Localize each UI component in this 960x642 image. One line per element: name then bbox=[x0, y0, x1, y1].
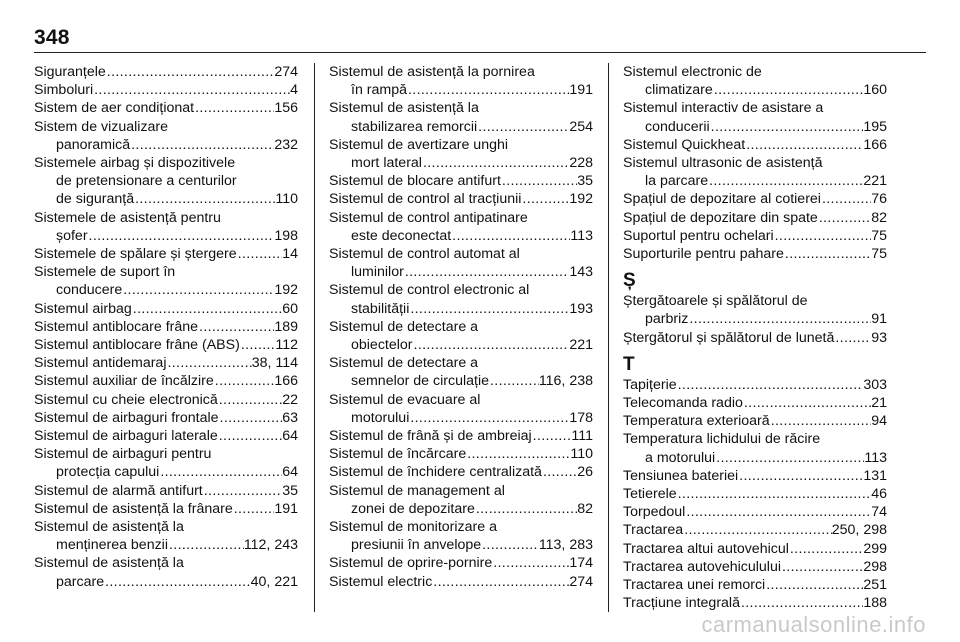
leader-dots bbox=[409, 409, 569, 427]
leader-dots bbox=[789, 540, 863, 558]
entry-text: Sistemele de asistență pentru bbox=[34, 209, 221, 226]
leader-dots bbox=[203, 482, 282, 500]
leader-dots bbox=[409, 300, 569, 318]
entry-text: Sistemul de avertizare unghi bbox=[329, 136, 509, 153]
page-reference: 82 bbox=[577, 500, 593, 517]
leader-dots bbox=[233, 500, 275, 518]
entry-text: Ștergătoarele și spălătorul de bbox=[623, 293, 808, 310]
entry-text: Tractarea unei remorci bbox=[623, 577, 766, 594]
leader-dots bbox=[481, 536, 539, 554]
index-entry bbox=[34, 518, 298, 554]
entry-text: Torpedoul bbox=[623, 504, 686, 521]
index-entry bbox=[34, 118, 298, 154]
page-reference: 198 bbox=[274, 227, 298, 244]
leader-dots bbox=[218, 391, 282, 409]
leader-dots bbox=[104, 573, 251, 591]
page-reference: 110 bbox=[275, 191, 298, 208]
leader-dots bbox=[713, 81, 864, 99]
entry-text: Sistemul de detectare a bbox=[329, 318, 479, 335]
leader-dots bbox=[166, 354, 251, 372]
leader-dots bbox=[834, 329, 871, 347]
entry-text: Tensiunea bateriei bbox=[623, 467, 739, 484]
page-reference: 303 bbox=[863, 376, 887, 393]
entry-text: Sistemul de control antipatinare bbox=[329, 209, 528, 226]
entry-text: Sistemul Quickheat bbox=[623, 136, 746, 153]
header-rule bbox=[34, 52, 926, 53]
leader-dots bbox=[677, 376, 864, 394]
index-entry bbox=[623, 576, 887, 594]
page-reference: 221 bbox=[569, 337, 593, 354]
leader-dots bbox=[219, 409, 283, 427]
page-reference: 274 bbox=[274, 64, 298, 80]
page-reference: 228 bbox=[569, 155, 593, 172]
index-entry bbox=[34, 336, 298, 354]
entry-text: presiunii în anvelope bbox=[351, 537, 482, 554]
page-reference: 35 bbox=[282, 482, 298, 499]
entry-text: menținerea benzii bbox=[56, 537, 168, 554]
page-reference: 195 bbox=[863, 118, 887, 135]
entry-text: a motorului bbox=[645, 449, 716, 466]
column-divider bbox=[608, 63, 609, 612]
index-entry bbox=[623, 558, 887, 576]
index-entry bbox=[34, 554, 298, 590]
page-reference: 160 bbox=[863, 82, 887, 99]
page-reference: 116, 238 bbox=[538, 373, 593, 390]
index-entry bbox=[623, 376, 887, 394]
leader-dots bbox=[685, 503, 871, 521]
index-entry bbox=[329, 391, 593, 427]
page-reference: 35 bbox=[577, 173, 593, 190]
entry-text: Temperatura exterioară bbox=[623, 413, 770, 430]
entry-text: Sistemul cu cheie electronică bbox=[34, 391, 218, 408]
page-reference: 192 bbox=[569, 191, 593, 208]
index-entry bbox=[329, 99, 593, 135]
leader-dots bbox=[738, 467, 863, 485]
leader-dots bbox=[708, 172, 863, 190]
entry-text: climatizare bbox=[645, 82, 713, 99]
index-entry bbox=[34, 318, 298, 336]
page-reference: 131 bbox=[863, 467, 887, 484]
page-reference: 113, 283 bbox=[538, 537, 593, 554]
entry-text: Sistemul electronic de bbox=[623, 64, 762, 80]
entry-text: conducere bbox=[56, 282, 123, 299]
leader-dots bbox=[745, 136, 863, 154]
page-reference: 38, 114 bbox=[251, 355, 298, 372]
page-reference: 143 bbox=[569, 264, 593, 281]
entry-text: Sistemul de control electronic al bbox=[329, 282, 530, 299]
entry-text: șofer bbox=[56, 227, 88, 244]
leader-dots bbox=[740, 594, 863, 612]
page-reference: 26 bbox=[577, 464, 593, 481]
entry-text: în rampă bbox=[351, 82, 407, 99]
page-reference: 74 bbox=[871, 504, 887, 521]
entry-text: Sistemul de închidere centralizată bbox=[329, 464, 542, 481]
entry-text: este deconectat bbox=[351, 227, 452, 244]
index-entry bbox=[34, 263, 298, 299]
leader-dots bbox=[784, 245, 871, 263]
index-entry bbox=[623, 540, 887, 558]
entry-text: de pretensionare a centurilor bbox=[56, 173, 237, 190]
entry-text: de siguranță bbox=[56, 191, 135, 208]
page-reference: 156 bbox=[274, 100, 298, 117]
index-entry bbox=[329, 554, 593, 572]
entry-text: Sistemul de evacuare al bbox=[329, 391, 481, 408]
entry-text: Sistemul de management al bbox=[329, 482, 505, 499]
leader-dots bbox=[413, 336, 570, 354]
page-reference: 4 bbox=[290, 82, 298, 99]
entry-text: Sistemul de blocare antifurt bbox=[329, 173, 501, 190]
entry-text: Sistemul de monitorizare a bbox=[329, 519, 497, 536]
page-reference: 189 bbox=[274, 318, 298, 335]
index-entry bbox=[329, 281, 593, 317]
page-reference: 166 bbox=[274, 373, 298, 390]
index-entry bbox=[329, 463, 593, 481]
index-entry bbox=[623, 503, 887, 521]
leader-dots bbox=[770, 412, 872, 430]
entry-text: Sistemul de oprire-pornire bbox=[329, 555, 493, 572]
page-reference: 191 bbox=[569, 82, 593, 99]
index-entry bbox=[623, 329, 887, 347]
entry-text: Suporturile pentru pahare bbox=[623, 246, 784, 263]
page-reference: 191 bbox=[274, 500, 298, 517]
entry-text: Spațiul de depozitare al cotierei bbox=[623, 191, 821, 208]
leader-dots bbox=[818, 209, 871, 227]
entry-text: Ștergătorul și spălătorul de lunetă bbox=[623, 329, 835, 346]
entry-text: Sistemul de control automat al bbox=[329, 246, 520, 263]
leader-dots bbox=[88, 227, 275, 245]
index-entry bbox=[623, 99, 887, 135]
leader-dots bbox=[106, 63, 275, 81]
entry-text: Sistemul de asistență la pornirea bbox=[329, 64, 535, 80]
entry-text: motorului bbox=[351, 409, 410, 426]
entry-text: Sistemul electric bbox=[329, 573, 433, 590]
leader-dots bbox=[677, 485, 872, 503]
index-entry bbox=[34, 445, 298, 481]
page-reference: 113 bbox=[570, 227, 593, 244]
index-entry bbox=[329, 518, 593, 554]
index-entry bbox=[329, 573, 593, 591]
index-entry bbox=[623, 136, 887, 154]
entry-text: parcare bbox=[56, 573, 105, 590]
page-reference: 75 bbox=[871, 246, 887, 263]
entry-text: protecția capului bbox=[56, 464, 160, 481]
page-reference: 251 bbox=[863, 577, 887, 594]
index-entry bbox=[623, 521, 887, 539]
entry-text: obiectelor bbox=[351, 337, 413, 354]
page-reference: 166 bbox=[863, 136, 887, 153]
leader-dots bbox=[168, 536, 244, 554]
index-entry bbox=[34, 300, 298, 318]
entry-text: Tractarea bbox=[623, 522, 684, 539]
entry-text: Sistemele de spălare și ștergere bbox=[34, 246, 237, 263]
page-reference: 298 bbox=[863, 558, 887, 575]
leader-dots bbox=[743, 394, 871, 412]
leader-dots bbox=[710, 118, 864, 136]
leader-dots bbox=[214, 372, 275, 390]
column-divider bbox=[314, 63, 315, 612]
leader-dots bbox=[237, 245, 283, 263]
page-reference: 91 bbox=[871, 311, 887, 328]
entry-text: luminilor bbox=[351, 264, 404, 281]
page-reference: 60 bbox=[282, 300, 298, 317]
entry-text: la parcare bbox=[645, 173, 709, 190]
leader-dots bbox=[774, 227, 872, 245]
entry-text: Tetierele bbox=[623, 486, 677, 503]
leader-dots bbox=[159, 463, 282, 481]
index-entry bbox=[623, 245, 887, 263]
index-entry bbox=[329, 445, 593, 463]
page-reference: 232 bbox=[274, 136, 298, 153]
leader-dots bbox=[475, 500, 577, 518]
entry-text: Spațiul de depozitare din spate bbox=[623, 209, 818, 226]
index-entry bbox=[329, 354, 593, 390]
index-entry bbox=[623, 292, 887, 328]
entry-text: Tapițerie bbox=[623, 376, 677, 393]
index-letter-heading: Ș bbox=[623, 270, 636, 292]
index-entry bbox=[34, 245, 298, 263]
page-reference: 193 bbox=[569, 300, 593, 317]
index-entry bbox=[329, 190, 593, 208]
entry-text: semnelor de circulație bbox=[351, 373, 489, 390]
index-entry bbox=[329, 318, 593, 354]
entry-text: Sistem de vizualizare bbox=[34, 118, 169, 135]
entry-text: Sistemul de asistență la bbox=[34, 519, 184, 536]
index-entry bbox=[329, 209, 593, 245]
entry-text: Simboluri bbox=[34, 82, 94, 99]
watermark: carmanualsonline.info bbox=[701, 612, 926, 637]
page-reference: 22 bbox=[282, 391, 298, 408]
page-reference: 221 bbox=[863, 173, 887, 190]
leader-dots bbox=[122, 281, 274, 299]
leader-dots bbox=[451, 227, 570, 245]
page-reference: 178 bbox=[569, 409, 593, 426]
page-reference: 75 bbox=[871, 227, 887, 244]
leader-dots bbox=[489, 372, 539, 390]
leader-dots bbox=[198, 318, 274, 336]
entry-text: Sistemul airbag bbox=[34, 300, 132, 317]
entry-text: panoramică bbox=[56, 136, 131, 153]
entry-text: Sistemul de asistență la frânare bbox=[34, 500, 233, 517]
index-entry bbox=[329, 245, 593, 281]
entry-text: Sistemul de frână și de ambreiaj bbox=[329, 428, 532, 445]
entry-text: Tracțiune integrală bbox=[623, 595, 740, 612]
leader-dots bbox=[194, 99, 274, 117]
index-entry bbox=[623, 227, 887, 245]
page-reference: 63 bbox=[282, 409, 298, 426]
entry-text: Sistemul de control al tracțiunii bbox=[329, 191, 522, 208]
index-entry bbox=[329, 172, 593, 190]
index-entry bbox=[329, 63, 593, 99]
leader-dots bbox=[407, 81, 569, 99]
leader-dots bbox=[93, 81, 290, 99]
page-reference: 14 bbox=[282, 246, 298, 263]
leader-dots bbox=[521, 190, 569, 208]
index-letter-heading: T bbox=[623, 353, 635, 375]
page-reference: 64 bbox=[282, 464, 298, 481]
index-entry bbox=[34, 482, 298, 500]
page-reference: 250, 298 bbox=[831, 522, 887, 539]
page-reference: 174 bbox=[569, 555, 593, 572]
index-entry bbox=[34, 99, 298, 117]
index-column-2 bbox=[329, 63, 593, 591]
index-entry bbox=[623, 467, 887, 485]
leader-dots bbox=[132, 300, 282, 318]
index-entry bbox=[329, 427, 593, 445]
leader-dots bbox=[466, 445, 570, 463]
entry-text: Suportul pentru ochelari bbox=[623, 227, 774, 244]
entry-text: Sistemul auxiliar de încălzire bbox=[34, 373, 214, 390]
leader-dots bbox=[683, 521, 832, 539]
entry-text: Sistemele de suport în bbox=[34, 264, 176, 281]
leader-dots bbox=[492, 554, 569, 572]
page-reference: 82 bbox=[871, 209, 887, 226]
index-entry bbox=[34, 427, 298, 445]
entry-text: Tractarea autovehiculului bbox=[623, 558, 781, 575]
entry-text: stabilității bbox=[351, 300, 410, 317]
page-reference: 21 bbox=[871, 395, 887, 412]
leader-dots bbox=[501, 172, 577, 190]
index-entry bbox=[34, 500, 298, 518]
leader-dots bbox=[404, 263, 570, 281]
index-entry bbox=[34, 209, 298, 245]
entry-text: Sistemele airbag și dispozitivele bbox=[34, 155, 236, 172]
page-reference: 192 bbox=[274, 282, 298, 299]
index-entry bbox=[34, 409, 298, 427]
leader-dots bbox=[432, 573, 569, 591]
index-entry bbox=[623, 63, 887, 99]
index-entry bbox=[34, 63, 298, 81]
entry-text: Sistemul de detectare a bbox=[329, 355, 479, 372]
entry-text: Siguranțele bbox=[34, 64, 106, 80]
leader-dots bbox=[542, 463, 577, 481]
page-reference: 112 bbox=[275, 337, 298, 354]
page-reference: 46 bbox=[871, 486, 887, 503]
entry-text: Sistemul antiblocare frâne bbox=[34, 318, 199, 335]
entry-text: parbriz bbox=[645, 311, 689, 328]
page-reference: 113 bbox=[864, 449, 887, 466]
index-column-1 bbox=[34, 63, 298, 591]
leader-dots bbox=[532, 427, 572, 445]
entry-text: Telecomanda radio bbox=[623, 395, 743, 412]
page-reference: 111 bbox=[571, 428, 593, 445]
entry-text: Sistemul de încărcare bbox=[329, 446, 467, 463]
entry-text: Sistemul de airbaguri laterale bbox=[34, 428, 218, 445]
index-entry bbox=[34, 154, 298, 209]
page-reference: 94 bbox=[871, 413, 887, 430]
page-reference: 40, 221 bbox=[250, 573, 298, 590]
index-entry bbox=[34, 81, 298, 99]
leader-dots bbox=[422, 154, 569, 172]
entry-text: Sistemul de alarmă antifurt bbox=[34, 482, 203, 499]
entry-text: stabilizarea remorcii bbox=[351, 118, 478, 135]
leader-dots bbox=[477, 118, 569, 136]
index-entry bbox=[329, 482, 593, 518]
page-reference: 188 bbox=[863, 595, 887, 612]
entry-text: Sistemul antiblocare frâne (ABS) bbox=[34, 337, 240, 354]
index-entry bbox=[623, 190, 887, 208]
leader-dots bbox=[134, 190, 275, 208]
entry-text: mort lateral bbox=[351, 155, 422, 172]
entry-text: zonei de depozitare bbox=[351, 500, 475, 517]
entry-text: Sistemul antidemaraj bbox=[34, 355, 167, 372]
entry-text: Sistemul de asistență la bbox=[329, 100, 479, 117]
index-entry bbox=[623, 394, 887, 412]
entry-text: Temperatura lichidului de răcire bbox=[623, 431, 821, 448]
index-entry bbox=[34, 372, 298, 390]
index-entry bbox=[623, 412, 887, 430]
index-column-3 bbox=[623, 63, 887, 612]
index-entry bbox=[623, 594, 887, 612]
page-reference: 112, 243 bbox=[243, 537, 298, 554]
leader-dots bbox=[781, 558, 863, 576]
index-entry bbox=[329, 136, 593, 172]
index-entry bbox=[623, 209, 887, 227]
page-reference: 76 bbox=[871, 191, 887, 208]
page-reference: 254 bbox=[569, 118, 593, 135]
entry-text: Sistem de aer condiționat bbox=[34, 100, 195, 117]
entry-text: Sistemul de asistență la bbox=[34, 555, 184, 572]
index-entry bbox=[34, 354, 298, 372]
page-reference: 274 bbox=[569, 573, 593, 590]
entry-text: Sistemul ultrasonic de asistență bbox=[623, 155, 823, 172]
page-reference: 299 bbox=[863, 540, 887, 557]
entry-text: Tractarea altui autovehicul bbox=[623, 540, 789, 557]
entry-text: Sistemul de airbaguri frontale bbox=[34, 409, 219, 426]
page-reference: 64 bbox=[282, 428, 298, 445]
leader-dots bbox=[688, 310, 871, 328]
page-reference: 93 bbox=[871, 329, 887, 346]
leader-dots bbox=[765, 576, 863, 594]
leader-dots bbox=[218, 427, 282, 445]
entry-text: conducerii bbox=[645, 118, 710, 135]
index-entry bbox=[34, 391, 298, 409]
index-entry bbox=[623, 154, 887, 190]
leader-dots bbox=[715, 449, 864, 467]
entry-text: Sistemul de airbaguri pentru bbox=[34, 446, 212, 463]
page-reference: 110 bbox=[570, 446, 593, 463]
leader-dots bbox=[821, 190, 871, 208]
leader-dots bbox=[130, 136, 274, 154]
page-number: 348 bbox=[34, 26, 70, 49]
leader-dots bbox=[240, 336, 276, 354]
index-entry bbox=[623, 430, 887, 466]
index-entry bbox=[623, 485, 887, 503]
entry-text: Sistemul interactiv de asistare a bbox=[623, 100, 824, 117]
